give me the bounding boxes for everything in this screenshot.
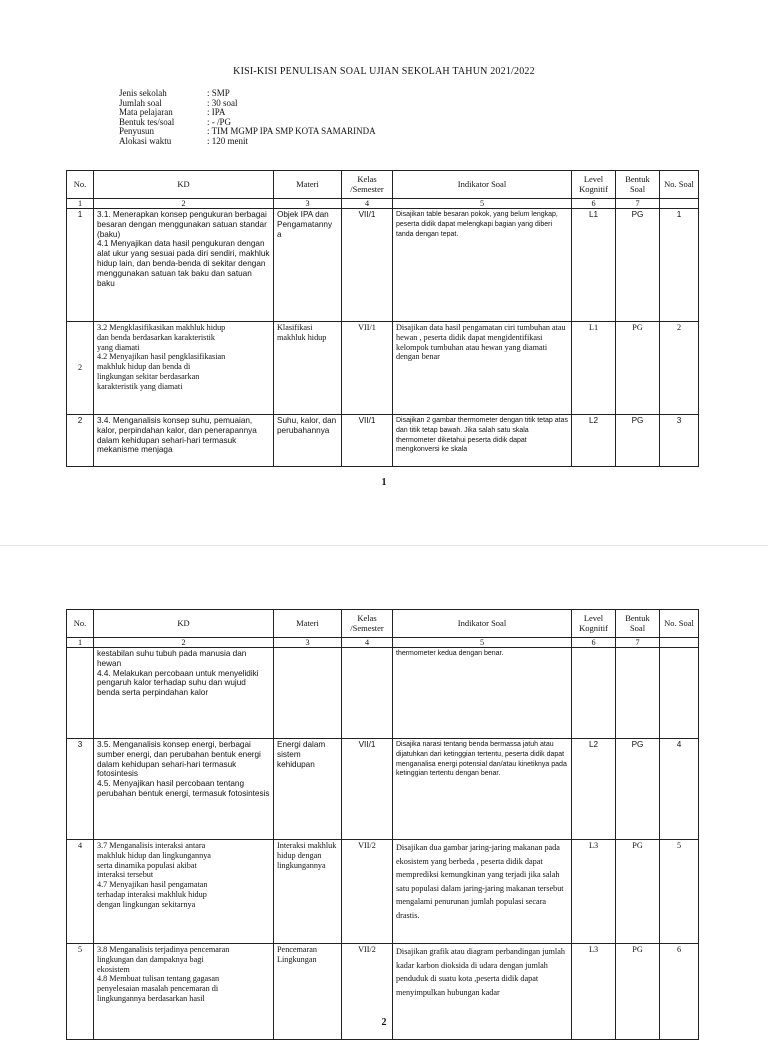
cell-materi: Pencemaran Lingkungan: [274, 944, 342, 1040]
cell-level: L1: [572, 322, 616, 415]
column-number: 2: [94, 199, 274, 209]
header-kd: KD: [94, 171, 274, 199]
meta-value: : 120 menit: [207, 135, 248, 146]
meta-value: : - /PG: [207, 116, 232, 127]
page-number: 1: [381, 477, 387, 488]
cell-materi: Suhu, kalor, dan perubahannya: [274, 415, 342, 467]
cell-kd: 3.1. Menerapkan konsep pengukuran berbagai besaran dengan menggunakan satuan standar (baku) 4.1 Menyajikan data hasil pengukuran dengan alat ukur yang sesuai pada diri sendiri, makhluk hidup lain, dan benda-benda di sekitar dengan menggunakan satuan tak baku dan satuan baku: [94, 209, 274, 322]
cell-bentuk: PG: [616, 415, 660, 467]
table-row: [67, 739, 699, 840]
meta-label: Bentuk tes/soal: [119, 116, 175, 127]
meta-value: : SMP: [207, 88, 230, 98]
cell-no: 2: [67, 322, 94, 415]
table-row: [67, 648, 699, 739]
header-no: No.: [67, 610, 94, 638]
cell-no: [67, 648, 94, 739]
cell-kelas: VII/2: [342, 944, 393, 1040]
column-number: 4: [342, 199, 393, 209]
cell-nosoal: 3: [660, 415, 699, 467]
header-indikator: Indikator Soal: [393, 610, 572, 638]
meta-label: Penyusun: [119, 126, 155, 137]
column-number: 6: [572, 199, 616, 209]
table-row: [67, 322, 699, 415]
cell-indikator: Disajikan dua gambar jaring-jaring makanan pada ekosistem yang berbeda , peserta didik dapat memprediksi kemungkinan yang terjadi jika salah satu populasi dalam jaring-jaring makanan tersebut mengalami penurunan jumlah populasi secara drastis.: [393, 840, 572, 944]
kisi-kisi-table-page-2: [66, 609, 699, 1040]
cell-no: 1: [67, 209, 94, 322]
cell-level: L1: [572, 209, 616, 322]
cell-kd: kestabilan suhu tubuh pada manusia dan hewan 4.4. Melakukan percobaan untuk menyelidiki pengaruh kalor terhadap suhu dan wujud benda serta perpindahan kalor: [94, 648, 274, 739]
cell-nosoal: 6: [660, 944, 699, 1040]
column-number: 7: [616, 638, 660, 648]
header-kd: KD: [94, 610, 274, 638]
cell-kelas: VII/1: [342, 739, 393, 840]
cell-level: L3: [572, 944, 616, 1040]
column-number: 1: [67, 638, 94, 648]
document-page-2: [0, 545, 768, 1028]
cell-indikator: Disajikan data hasil pengamatan ciri tumbuhan atau hewan , peserta didik dapat mengidentifikasi kelompok tumbuhan atau hewan yang diamati dengan benar: [393, 322, 572, 415]
header-kelas: Kelas /Semester: [342, 171, 393, 199]
table-row: [67, 415, 699, 467]
meta-value: : TIM MGMP IPA SMP KOTA SAMARINDA: [207, 126, 376, 137]
cell-no: 3: [67, 739, 94, 840]
kisi-kisi-table-page-1: [66, 170, 699, 467]
table-row: [67, 209, 699, 322]
column-number-row: [67, 199, 699, 209]
document-meta: [119, 89, 376, 147]
cell-materi: Interaksi makhluk hidup dengan lingkungannya: [274, 840, 342, 944]
meta-value: : 30 soal: [207, 97, 238, 108]
cell-bentuk: PG: [616, 322, 660, 415]
cell-nosoal: [660, 648, 699, 739]
cell-kelas: VII/1: [342, 322, 393, 415]
column-number: [660, 199, 699, 209]
column-number: 3: [274, 638, 342, 648]
meta-label: Jumlah soal: [119, 97, 162, 108]
meta-row: [119, 137, 376, 147]
cell-kelas: VII/1: [342, 209, 393, 322]
cell-level: L2: [572, 739, 616, 840]
cell-indikator: Disajikan table besaran pokok, yang belum lengkap, peserta didik dapat melengkapi bagian yang diberi tanda dengan tepat.: [393, 209, 572, 322]
column-number: 5: [393, 199, 572, 209]
header-nosoal: No. Soal: [660, 171, 699, 199]
column-number: 6: [572, 638, 616, 648]
cell-materi: Klasifikasi makhluk hidup: [274, 322, 342, 415]
column-number: 7: [616, 199, 660, 209]
meta-label: Alokasi waktu: [119, 135, 172, 146]
page-number: 2: [381, 1017, 387, 1028]
header-bentuk: Bentuk Soal: [616, 171, 660, 199]
cell-bentuk: [616, 648, 660, 739]
cell-kd: 3.7 Menganalisis interaksi antara makhluk hidup dan lingkungannya serta dinamika populasi akibat interaksi tersebut 4.7 Menyajikan hasil pengamatan terhadap interaksi makhluk hidup dengan lingkungan sekitarnya: [94, 840, 274, 944]
cell-level: L2: [572, 415, 616, 467]
cell-indikator: Disajikan grafik atau diagram perbandingan jumlah kadar karbon dioksida di udara dengan jumlah penduduk di suatu kota ,peserta didik dapat menyimpulkan hubungan kadar: [393, 944, 572, 1040]
cell-bentuk: PG: [616, 209, 660, 322]
cell-materi: Objek IPA dan Pengamatanny a: [274, 209, 342, 322]
column-number: 3: [274, 199, 342, 209]
column-number: 2: [94, 638, 274, 648]
header-level: Level Kognitif: [572, 610, 616, 638]
header-nosoal: No. Soal: [660, 610, 699, 638]
cell-bentuk: PG: [616, 840, 660, 944]
header-kelas: Kelas /Semester: [342, 610, 393, 638]
table-header-row: [67, 171, 699, 199]
table-row: [67, 840, 699, 944]
cell-kd: 3.8 Menganalisis terjadinya pencemaran lingkungan dan dampaknya bagi ekosistem 4.8 Membuat tulisan tentang gagasan penyelesaian masalah pencemaran di lingkungannya berdasarkan hasil: [94, 944, 274, 1040]
cell-nosoal: 5: [660, 840, 699, 944]
cell-no: 4: [67, 840, 94, 944]
header-level: Level Kognitif: [572, 171, 616, 199]
cell-materi: [274, 648, 342, 739]
header-materi: Materi: [274, 610, 342, 638]
column-number-row: [67, 638, 699, 648]
meta-label: Mata pelajaran: [119, 107, 173, 118]
cell-indikator: thermometer kedua dengan benar.: [393, 648, 572, 739]
column-number: 4: [342, 638, 393, 648]
document-title: KISI-KISI PENULISAN SOAL UJIAN SEKOLAH TAHUN 2021/2022: [233, 66, 535, 77]
column-number: 5: [393, 638, 572, 648]
cell-materi: Energi dalam sistem kehidupan: [274, 739, 342, 840]
column-number: 1: [67, 199, 94, 209]
cell-nosoal: 2: [660, 322, 699, 415]
cell-indikator: Disajika narasi tentang benda bermassa jatuh atau dijatuhkan dari ketinggian tertentu, peserta didik dapat menganalisa energi potensial dan/atau kinetiknya pada ketinggian tertentu dengan benar.: [393, 739, 572, 840]
cell-bentuk: PG: [616, 944, 660, 1040]
cell-kelas: VII/2: [342, 840, 393, 944]
cell-level: L3: [572, 840, 616, 944]
cell-kd: 3.4. Menganalisis konsep suhu, pemuaian, kalor, perpindahan kalor, dan penerapannya dalam kehidupan sehari-hari termasuk mekanisme menjaga: [94, 415, 274, 467]
meta-value: : IPA: [207, 107, 226, 118]
meta-label: Jenis sekolah: [119, 88, 167, 98]
cell-bentuk: PG: [616, 739, 660, 840]
header-no: No.: [67, 171, 94, 199]
header-materi: Materi: [274, 171, 342, 199]
table-header-row: [67, 610, 699, 638]
cell-nosoal: 4: [660, 739, 699, 840]
cell-no: 5: [67, 944, 94, 1040]
cell-kelas: VII/1: [342, 415, 393, 467]
cell-indikator: Disajikan 2 gambar thermometer dengan titik tetap atas dan titik tetap bawah. Jika salah satu skala thermometer diketahui peserta didik dapat mengkonversi ke skala: [393, 415, 572, 467]
cell-kd: 3.2 Mengklasifikasikan makhluk hidup dan benda berdasarkan karakteristik yang diamati 4.2 Menyajikan hasil pengklasifikasian makhluk hidup dan benda di lingkungan sekitar berdasarkan karakteristik yang diamati: [94, 322, 274, 415]
cell-level: [572, 648, 616, 739]
header-indikator: Indikator Soal: [393, 171, 572, 199]
cell-kd: 3.5. Menganalisis konsep energi, berbagai sumber energi, dan perubahan bentuk energi dalam kehidupan sehari-hari termasuk fotosintesis 4.5. Menyajikan hasil percobaan tentang perubahan bentuk energi, termasuk fotosintesis: [94, 739, 274, 840]
cell-kelas: [342, 648, 393, 739]
cell-nosoal: 1: [660, 209, 699, 322]
header-bentuk: Bentuk Soal: [616, 610, 660, 638]
column-number: [660, 638, 699, 648]
cell-no: 2: [67, 415, 94, 467]
